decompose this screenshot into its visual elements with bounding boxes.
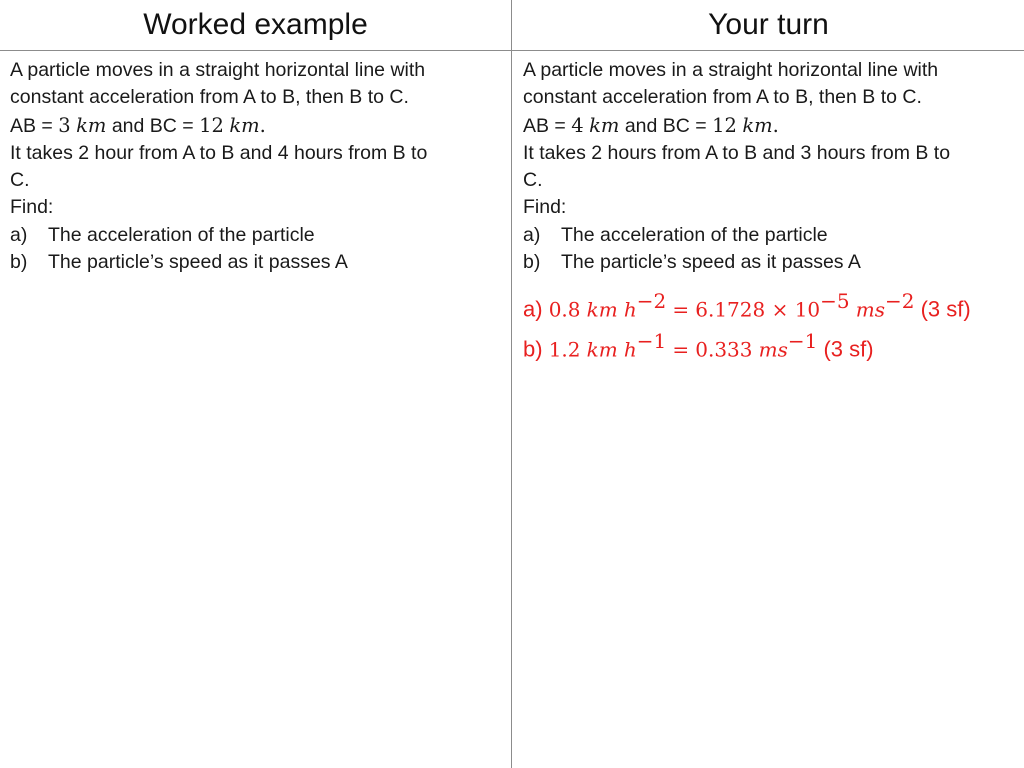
answer-b-equals: = xyxy=(672,337,690,362)
find-label: Find: xyxy=(10,196,54,219)
distances-line xyxy=(10,112,498,140)
answer-a-equals: = xyxy=(672,297,690,322)
column-divider xyxy=(511,0,512,768)
list-marker-b: b) xyxy=(523,251,541,274)
answer-a-si-unit: ms xyxy=(855,297,885,322)
answer-a-converted: 6.1728 × 10 xyxy=(695,297,821,322)
list-item xyxy=(10,222,498,249)
bc-prefix: and BC = xyxy=(619,114,713,137)
answer-a-value: 0.8 xyxy=(548,297,581,322)
list-text-b: The particle’s speed as it passes A xyxy=(561,251,861,274)
answer-a-si-exp: −2 xyxy=(884,289,915,314)
list-item xyxy=(523,222,1011,249)
answer-b-si-exp: −1 xyxy=(787,328,818,353)
question-line-2: constant acceleration from A to B, then B to C. xyxy=(523,86,922,109)
question-line-2: constant acceleration from A to B, then B to C. xyxy=(10,86,409,109)
ab-value: 3 xyxy=(58,113,71,137)
answer-b-converted: 0.333 xyxy=(695,337,753,362)
bc-value: 12 xyxy=(199,113,224,137)
list-marker-b: b) xyxy=(10,251,28,274)
worked-example-column xyxy=(10,57,498,276)
answer-b-unit2: h xyxy=(623,337,637,362)
question-line-4: It takes 2 hours from A to B and 3 hours from B to xyxy=(523,141,951,164)
ab-unit: km xyxy=(589,113,620,137)
answer-b-value: 1.2 xyxy=(548,337,581,362)
question-line-5: C. xyxy=(523,169,543,192)
list-item xyxy=(10,249,498,276)
list-marker-a: a) xyxy=(523,223,541,246)
answer-a-exp: −2 xyxy=(636,289,667,314)
bc-unit: km xyxy=(229,113,260,137)
answer-a-note: (3 sf) xyxy=(920,296,971,322)
answer-b-si-unit: ms xyxy=(758,337,788,362)
list-marker-a: a) xyxy=(10,223,28,246)
ab-unit: km xyxy=(76,113,107,137)
distances-line xyxy=(523,112,1011,140)
header-worked-example: Worked example xyxy=(143,8,368,41)
bc-end: . xyxy=(259,113,266,137)
your-turn-column xyxy=(523,57,1011,365)
answer-b-exp: −1 xyxy=(636,328,667,353)
ab-value: 4 xyxy=(571,113,584,137)
list-text-a: The acceleration of the particle xyxy=(48,223,315,246)
find-label: Find: xyxy=(523,196,567,219)
list-item xyxy=(523,249,1011,276)
answer-a-label: a) xyxy=(523,296,543,322)
answer-b-label: b) xyxy=(523,336,543,362)
question-line-4: It takes 2 hour from A to B and 4 hours from B to xyxy=(10,141,428,164)
header-your-turn: Your turn xyxy=(708,8,829,41)
list-text-a: The acceleration of the particle xyxy=(561,223,828,246)
question-line-1: A particle moves in a straight horizontal line with xyxy=(523,59,939,81)
question-line-5: C. xyxy=(10,169,30,192)
answer-a xyxy=(523,286,1011,325)
answers xyxy=(523,286,1011,365)
bc-value: 12 xyxy=(712,113,737,137)
answer-a-unit2: h xyxy=(623,297,637,322)
list-text-b: The particle’s speed as it passes A xyxy=(48,251,348,274)
answer-b xyxy=(523,326,1011,365)
answer-b-note: (3 sf) xyxy=(823,336,874,362)
answer-a-unit: km xyxy=(586,297,618,322)
question-line-1: A particle moves in a straight horizontal line with xyxy=(10,59,426,81)
ab-prefix: AB = xyxy=(10,114,59,137)
answer-b-unit: km xyxy=(586,337,618,362)
ab-prefix: AB = xyxy=(523,114,572,137)
bc-prefix: and BC = xyxy=(106,114,200,137)
bc-unit: km xyxy=(742,113,773,137)
header-row xyxy=(0,0,1024,51)
answer-a-converted-exp: −5 xyxy=(820,289,850,314)
bc-end: . xyxy=(772,113,779,137)
